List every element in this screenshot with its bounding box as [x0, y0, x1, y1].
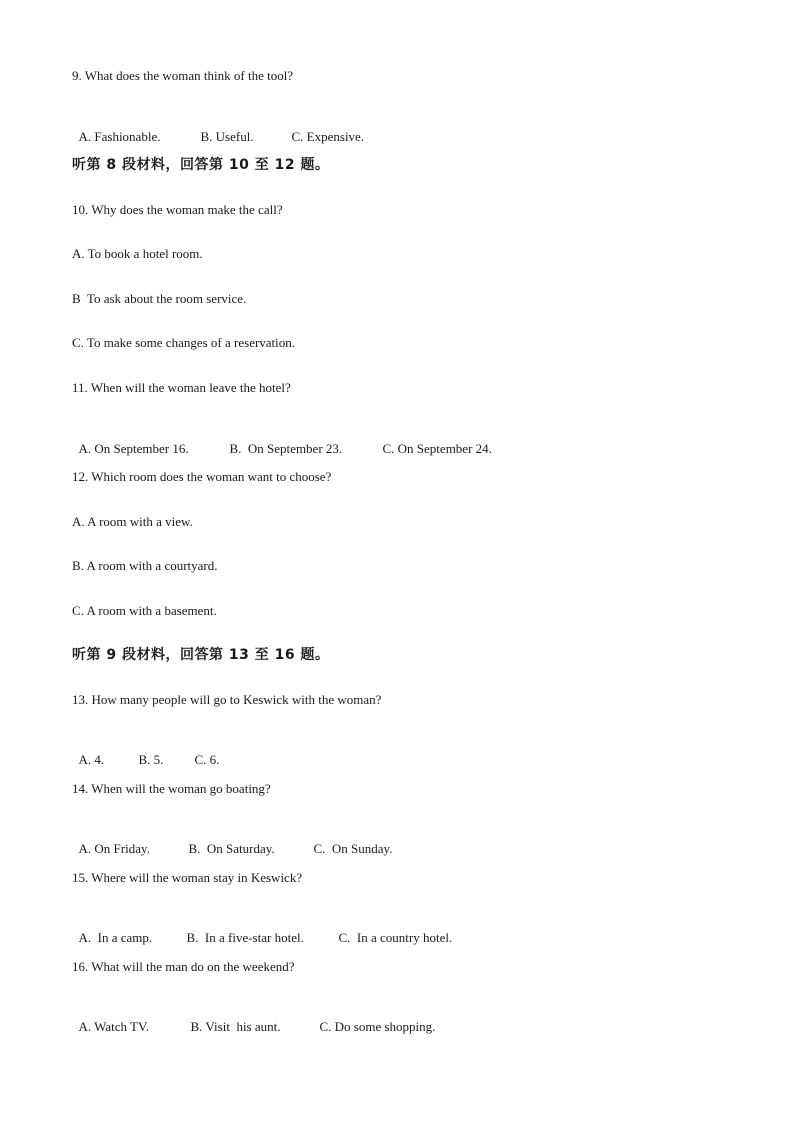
option-10c: C. To make some changes of a reservation.: [72, 335, 296, 350]
option-11b: B. On September 23.: [229, 441, 343, 456]
option-12c: C. A room with a basement.: [72, 603, 217, 618]
option-13b: B. 5.: [138, 752, 164, 767]
option-11a: A. On September 16.: [78, 441, 189, 456]
option-14a: A. On Friday.: [78, 841, 150, 856]
option-16c: C. Do some shopping.: [319, 1019, 436, 1034]
question-12: 12. Which room does the woman want to choose?: [72, 469, 332, 484]
option-15c: C. In a country hotel.: [338, 930, 453, 945]
option-10a: A. To book a hotel room.: [72, 246, 203, 261]
options-14: [72, 825, 392, 857]
question-15: 15. Where will the woman stay in Keswick?: [72, 870, 303, 885]
option-15a: A. In a camp.: [78, 930, 153, 945]
section-heading-8: 听第 8 段材料，回答第 10 至 12 题。: [72, 157, 330, 173]
option-15b: B. In a five-star hotel.: [186, 930, 304, 945]
options-9: [72, 113, 364, 145]
option-16b: B. Visit his aunt.: [190, 1019, 281, 1034]
option-10b: B To ask about the room service.: [72, 291, 247, 306]
options-16: [72, 1003, 435, 1035]
question-11: 11. When will the woman leave the hotel?: [72, 380, 291, 395]
options-15: [72, 914, 452, 946]
option-14b: B. On Saturday.: [188, 841, 275, 856]
option-13c: C. 6.: [194, 752, 220, 767]
options-13: [72, 736, 219, 768]
option-12b: B. A room with a courtyard.: [72, 558, 218, 573]
section-heading-9: 听第 9 段材料，回答第 13 至 16 题。: [72, 647, 330, 663]
option-9a: A. Fashionable.: [78, 129, 161, 144]
question-9: 9. What does the woman think of the tool?: [72, 68, 294, 83]
question-14: 14. When will the woman go boating?: [72, 781, 271, 796]
option-9b: B. Useful.: [200, 129, 254, 144]
option-11c: C. On September 24.: [382, 441, 492, 456]
option-13a: A. 4.: [78, 752, 105, 767]
options-11: [72, 425, 492, 457]
option-16a: A. Watch TV.: [78, 1019, 149, 1034]
option-14c: C. On Sunday.: [313, 841, 393, 856]
option-12a: A. A room with a view.: [72, 514, 193, 529]
question-10: 10. Why does the woman make the call?: [72, 202, 283, 217]
option-9c: C. Expensive.: [291, 129, 365, 144]
question-16: 16. What will the man do on the weekend?: [72, 959, 295, 974]
question-13: 13. How many people will go to Keswick with the woman?: [72, 692, 382, 707]
